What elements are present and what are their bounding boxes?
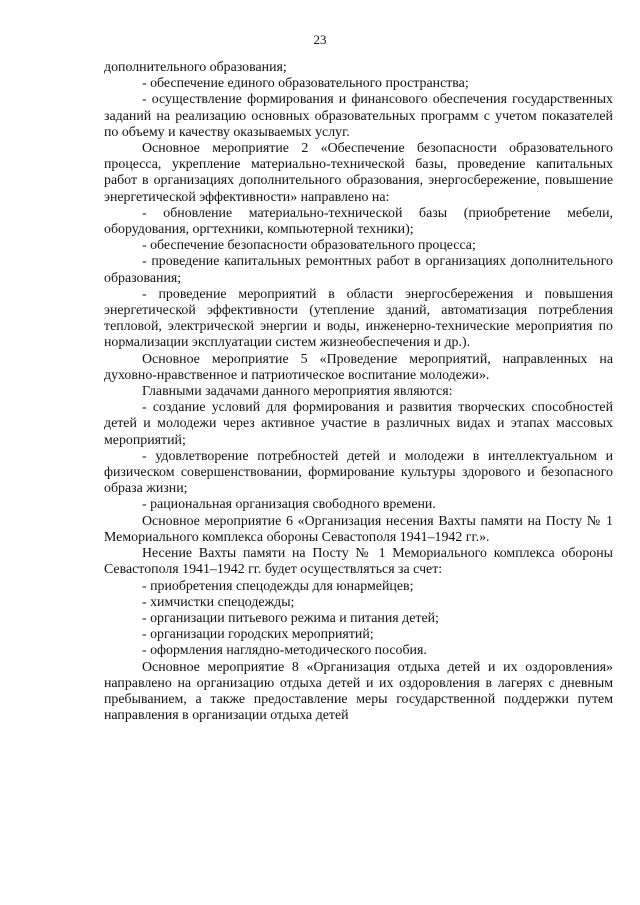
list-item: - проведение мероприятий в области энергосбережения и повышения энергетической эффективности (утепление зданий, автоматизация потребления тепловой, электрической энергии и воды, инженерно-технические мероприятия по нормализации эксплуатации систем жизнеобеспечения и др.). xyxy=(104,286,613,351)
paragraph: Главными задачами данного мероприятия являются: xyxy=(142,384,453,400)
paragraph: Основное мероприятие 8 «Организация отдыха детей и их оздоровления» направлено на организацию отдыха детей и их оздоровления в лагерях с дневным пребыванием, а также предоставление меры государственной поддержки путем направления в организации отдыха детей xyxy=(104,659,613,724)
list-item: - рациональная организация свободного времени. xyxy=(142,497,436,513)
list-item: - обновление материально-технической базы (приобретение мебели, оборудования, оргтехники, компьютерной техники); xyxy=(104,205,613,238)
paragraph: Несение Вахты памяти на Посту № 1 Мемориального комплекса обороны Севастополя 1941–1942 гг. будет осуществляться за счет: xyxy=(104,546,613,578)
list-item: - создание условий для формирования и развития творческих способностей детей и молодежи через активное участие в различных видах и этапах массовых мероприятий; xyxy=(104,400,613,448)
list-item: - обеспечение единого образовательного пространства; xyxy=(142,76,469,92)
list-item: - оформления наглядно-методического пособия. xyxy=(142,643,427,659)
paragraph: Основное мероприятие 5 «Проведение мероприятий, направленных на духовно-нравственное и патриотическое воспитание молодежи». xyxy=(104,351,613,383)
paragraph: Основное мероприятие 6 «Организация несения Вахты памяти на Посту № 1 Мемориального комплекса обороны Севастополя 1941–1942 гг.». xyxy=(104,513,613,545)
list-item: - обеспечение безопасности образовательного процесса; xyxy=(142,238,476,254)
paragraph: дополнительного образования; xyxy=(104,60,287,75)
list-item: - организации питьевого режима и питания детей; xyxy=(142,610,439,626)
list-item: - химчистки спецодежды; xyxy=(142,594,295,610)
list-item: - организации городских мероприятий; xyxy=(142,627,374,643)
list-item: - проведение капитальных ремонтных работ в организациях дополнительного образования; xyxy=(104,254,613,286)
paragraph: Основное мероприятие 2 «Обеспечение безопасности образовательного процесса, укрепление материально-технической базы, проведение капитальных работ в организациях дополнительного образования, энергосбережение, повышение энергетической эффективности» направлено на: xyxy=(104,141,613,205)
body-text xyxy=(104,60,613,724)
list-item: - удовлетворение потребностей детей и молодежи в интеллектуальном и физическом совершенствовании, формирование культуры здорового и безопасного образа жизни; xyxy=(104,448,613,497)
page-number: 23 xyxy=(313,32,327,47)
list-item: - осуществление формирования и финансового обеспечения государственных заданий на реализацию основных образовательных программ с учетом показателей по объему и качеству оказываемых услуг. xyxy=(104,92,613,140)
list-item: - приобретения спецодежды для юнармейцев; xyxy=(142,578,414,594)
